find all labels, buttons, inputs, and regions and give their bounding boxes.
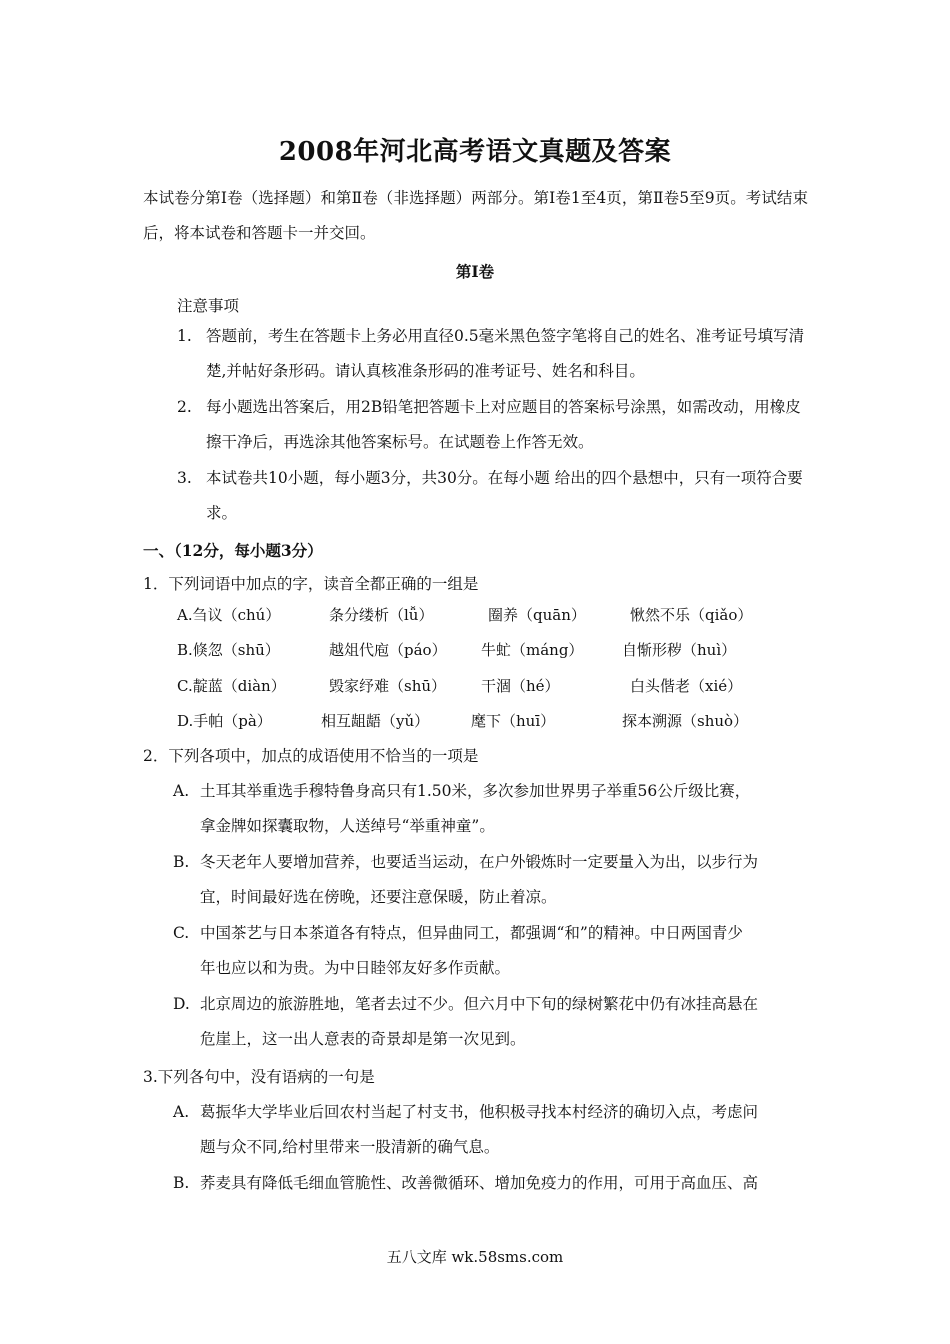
- part-title: 第Ⅰ卷: [455, 262, 495, 281]
- q2-option-a-line-2: 拿金牌如探囊取物，人送绰号“举重神童”。: [200, 817, 495, 835]
- page-title: 2008年河北高考语文真题及答案: [278, 137, 672, 167]
- q2-option-c-line-2: 年也应以和为贵。为中日睦邻友好多作贡献。: [200, 959, 511, 977]
- q1-option-c-word-3: 干涸（hé）: [481, 677, 560, 695]
- q2-option-c-label: C.: [173, 924, 190, 942]
- q2-option-d-line-2: 危崖上，这一出人意表的奇景却是第一次见到。: [200, 1030, 526, 1048]
- question-1-stem: 1．下列词语中加点的字，读音全都正确的一组是: [143, 575, 479, 593]
- q2-option-a-line-1: 土耳其举重选手穆特鲁身高只有1.50米，多次参加世界男子举重56公斤级比赛，: [200, 782, 751, 800]
- q1-option-b-word-2: 越俎代庖（páo）: [329, 641, 447, 659]
- notice-text: 每小题选出答案后，用2B铅笔把答题卡上对应题目的答案标号涂黑，如需改动，用橡皮擦干净后，再选涂其他答案标号。在试题卷上作答无效。: [206, 398, 801, 451]
- notice-number: 1.: [177, 327, 192, 345]
- notice-text: 答题前，考生在答题卡上务必用直径0.5毫米黑色签字笔将自己的姓名、准考证号填写清楚,并帖好条形码。请认真核准条形码的准考证号、姓名和科目。: [206, 327, 805, 380]
- q3-option-a-line-2: 题与众不同,给村里带来一股清新的确气息。: [200, 1138, 500, 1156]
- q1-option-b-word-4: 自惭形秽（huì）: [622, 641, 737, 659]
- q1-option-b-word-3: 牛虻（máng）: [481, 641, 584, 659]
- question-3-stem: 3.下列各句中，没有语病的一句是: [143, 1068, 375, 1086]
- q1-option-a-word-3: 圈养（quān）: [488, 606, 586, 624]
- notice-number: 3.: [177, 469, 192, 487]
- q1-option-c-word-4: 白头偕老（xié）: [630, 677, 743, 695]
- q2-option-d-label: D.: [173, 995, 190, 1013]
- question-2-stem: 2．下列各项中，加点的成语使用不恰当的一项是: [143, 747, 479, 765]
- q3-option-b-label: B.: [173, 1174, 190, 1192]
- q2-option-b-label: B.: [173, 853, 190, 871]
- q2-option-c-line-1: 中国茶艺与日本茶道各有特点，但异曲同工，都强调“和”的精神。中日两国青少: [200, 924, 743, 942]
- q1-option-c-word-2: 毁家纾难（shū）: [329, 677, 447, 695]
- q1-option-d-word-1: D.手帕（pà）: [177, 712, 272, 730]
- notice-number: 2.: [177, 398, 192, 416]
- notice-item-3: [177, 461, 809, 531]
- q1-option-a-word-4: 愀然不乐（qiǎo）: [630, 606, 753, 624]
- q1-option-a-word-1: A.刍议（chú）: [177, 606, 281, 624]
- q3-option-b-line-1: 荞麦具有降低毛细血管脆性、改善微循环、增加免疫力的作用，可用于高血压、高: [200, 1174, 759, 1192]
- page-footer: 五八文库 wk.58sms.com: [386, 1248, 564, 1266]
- notice-item-1: [177, 319, 809, 389]
- q1-option-b-word-1: B.倏忽（shū）: [177, 641, 280, 659]
- notice-text: 本试卷共10小题，每小题3分，共30分。在每小题 给出的四个悬想中，只有一项符合要求。: [206, 469, 803, 522]
- q1-option-a-word-2: 条分缕析（lǚ）: [329, 606, 434, 624]
- notice-heading: 注意事项: [177, 297, 240, 315]
- q2-option-d-line-1: 北京周边的旅游胜地，笔者去过不少。但六月中下旬的绿树繁花中仍有冰挂高悬在: [200, 995, 759, 1013]
- q1-option-d-word-3: 麾下（huī）: [471, 712, 556, 730]
- intro-paragraph: 本试卷分第Ⅰ卷（选择题）和第Ⅱ卷（非选择题）两部分。第Ⅰ卷1至4页，第Ⅱ卷5至9页。考试结束后，将本试卷和答题卡一并交回。: [143, 189, 808, 242]
- q3-option-a-label: A.: [173, 1103, 190, 1121]
- q3-option-a-line-1: 葛振华大学毕业后回农村当起了村支书，他积极寻找本村经济的确切入点，考虑问: [200, 1103, 759, 1121]
- q1-option-d-word-2: 相互龃龉（yǔ）: [321, 712, 430, 730]
- section-heading: 一、（12分，每小题3分）: [143, 541, 323, 560]
- q2-option-b-line-1: 冬天老年人要增加营养，也要适当运动，在户外锻炼时一定要量入为出，以步行为: [200, 853, 759, 871]
- notice-item-2: [177, 390, 809, 460]
- q2-option-a-label: A.: [173, 782, 190, 800]
- q2-option-b-line-2: 宜，时间最好选在傍晚，还要注意保暖，防止着凉。: [200, 888, 557, 906]
- q1-option-d-word-4: 探本溯源（shuò）: [622, 712, 749, 730]
- q1-option-c-word-1: C.靛蓝（diàn）: [177, 677, 286, 695]
